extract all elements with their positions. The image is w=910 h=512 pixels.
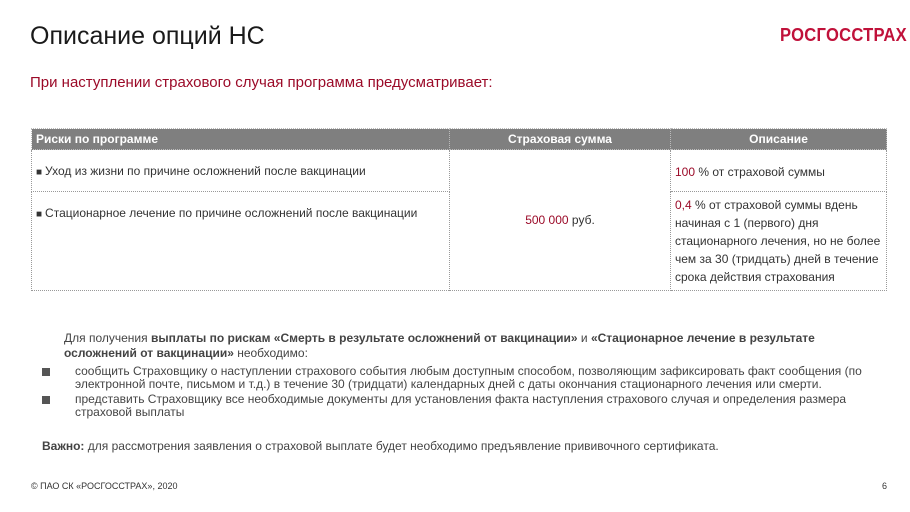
bullet-square-icon: ■ — [36, 167, 43, 178]
footer-copyright: © ПАО СК «РОСГОССТРАХ», 2020 — [31, 481, 178, 491]
bullet-square-icon: ■ — [36, 209, 43, 220]
info-text: Для получения — [64, 331, 151, 345]
table-header-row — [32, 129, 887, 150]
description-death — [671, 150, 887, 192]
desc-death-text: % от страховой суммы — [695, 165, 825, 179]
description-hospital — [671, 192, 887, 291]
list-item-text: представить Страховщику все необходимые документы для установления факта наступления страхового случая и определения размера страховой выплаты — [75, 392, 847, 419]
note-text: для рассмотрения заявления о страховой выплате будет необходимо предъявление прививочного сертификата. — [84, 439, 719, 453]
important-note — [42, 439, 719, 453]
sum-unit: руб. — [568, 213, 595, 227]
note-label: Важно: — [42, 439, 85, 453]
info-text: и — [577, 331, 591, 345]
list-item — [42, 365, 872, 391]
info-bold-death: выплаты по рискам «Смерть в результате осложнений от вакцинации» — [150, 331, 578, 345]
info-bold-hospital: «Стационарное лечение в результате осложнений от вакцинации» — [64, 331, 815, 360]
risk-cell-hospital — [32, 192, 450, 291]
risk-death-label: Уход из жизни по причине осложнений после вакцинации — [45, 164, 366, 178]
page-title: Описание опций НС — [30, 22, 265, 50]
header-description: Описание — [671, 129, 887, 150]
payout-info — [64, 331, 884, 361]
page-subtitle: При наступлении страхового случая программа предусматривает: — [30, 74, 493, 91]
header-risks: Риски по программе — [32, 129, 450, 150]
bullet-square-icon — [42, 368, 50, 376]
sum-cell — [450, 150, 671, 291]
desc-death-value: 100 — [675, 165, 696, 179]
bullet-square-icon — [42, 396, 50, 404]
risk-hospital-label: Стационарное лечение по причине осложнений после вакцинации — [45, 206, 418, 220]
requirements-list — [42, 365, 872, 421]
risks-table — [31, 128, 887, 291]
list-item-text: сообщить Страховщику о наступлении страхового события любым доступным способом, позволяющим зафиксировать факт сообщения (по электронной почте, письмом и т.д.) в течение 30 (тридцати) календарных дней с даты окончания стационарного лечения или смерти. — [75, 364, 862, 391]
header-sum: Страховая сумма — [450, 129, 671, 150]
risk-cell-death — [32, 150, 450, 192]
table-row — [32, 150, 887, 192]
desc-hospital-text: % от страховой суммы вдень начиная с 1 (первого) дня стационарного лечения, но не более чем за 30 (тридцать) дней в течение срока действия страхования — [675, 198, 881, 284]
list-item — [42, 393, 872, 419]
info-text: необходимо: — [233, 346, 308, 360]
sum-value: 500 000 — [525, 213, 569, 227]
rosgosstrakh-logo: РОСГОССТРАХ — [780, 25, 907, 45]
desc-hospital-value: 0,4 — [675, 198, 692, 212]
page-number: 6 — [882, 481, 888, 491]
